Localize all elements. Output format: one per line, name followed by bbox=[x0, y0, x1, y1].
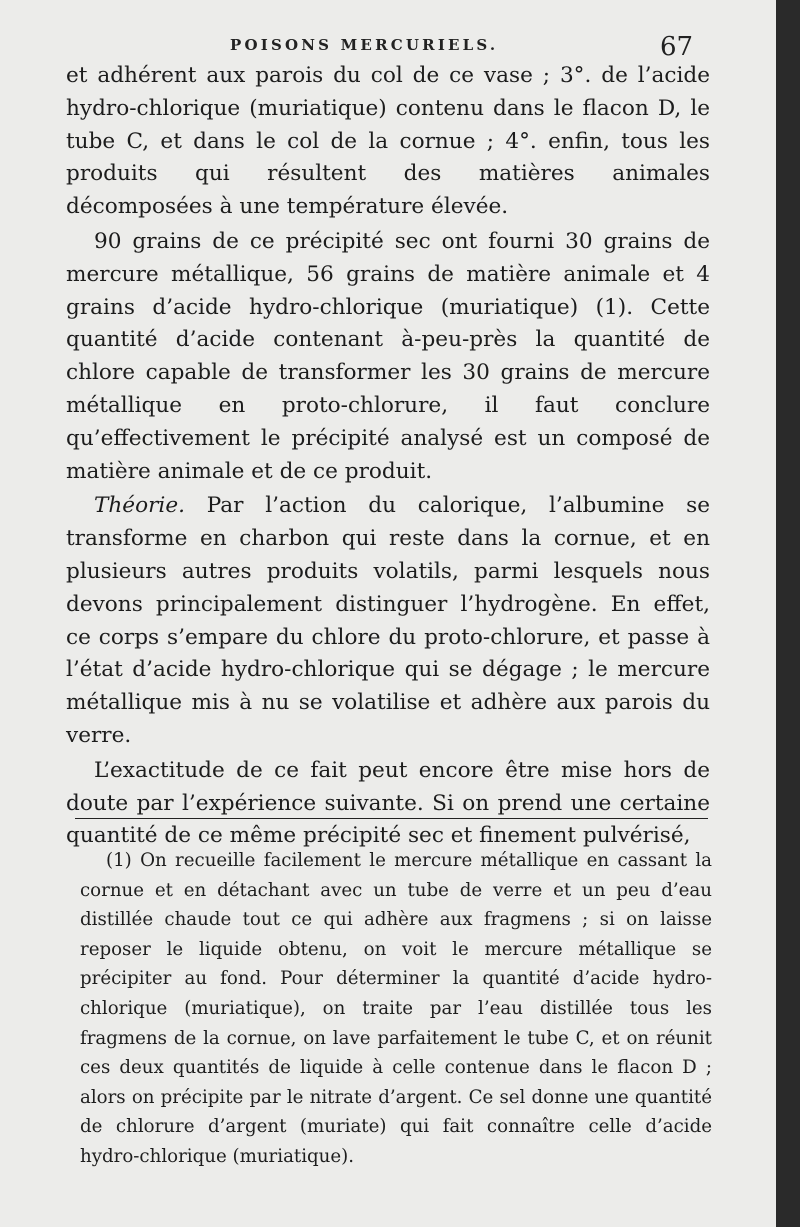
paragraph-precipitate: 90 grains de ce précipité sec ont fourni 30 grains de mercure métallique, 56 grains de matière animale et 4 grains d’acide hydro-chlorique (muriatique) (1). Cette quantité d’acide contenant à-peu-près la quantité de chlore capable de transformer les 30 grains de mercure métallique en proto-chlorure, il faut conclure qu’effectivement le précipité analysé est un composé de matière animale et de ce produit. bbox=[66, 228, 710, 484]
footnote-rule bbox=[75, 818, 708, 819]
paragraph-continuation: et adhérent aux parois du col de ce vase ; 3°. de l’acide hydro-chlorique (muriatique) contenu dans le flacon D, le tube C, et dans le col de la cornue ; 4°. enfin, tous les produits qui résultent des matières animales décomposées à une température élevée. bbox=[66, 63, 710, 220]
theorie-label: Théorie. bbox=[94, 493, 185, 519]
running-title: POISONS MERCURIELS. bbox=[230, 36, 499, 54]
theorie-text: Par l’action du calorique, l’albumine se transforme en charbon qui reste dans la cornue, et en plusieurs autres produits volatils, parmi lesquels nous devons principalement distinguer l’hydrogène. En effet, ce corps s’empare du chlore du proto-chlorure, et passe à l’état d’acide hydro-chlorique qui se dégage ; le mercure métallique mis à nu se volatilise et adhère aux parois du verre. bbox=[66, 493, 710, 748]
body-text bbox=[66, 60, 710, 855]
running-head bbox=[0, 32, 776, 62]
paragraph-exactitude: L’exactitude de ce fait peut encore être mise hors de doute par l’expérience suivante. Si on prend une certaine quantité de ce même précipité sec et finement pulvérisé, bbox=[66, 757, 710, 849]
page-number: 67 bbox=[660, 32, 694, 62]
paragraph-theorie bbox=[66, 490, 710, 752]
footnote: (1) On recueille facilement le mercure métallique en cassant la cornue et en détachant avec un tube de verre et un peu d’eau distillée chaude tout ce qui adhère aux fragmens ; si on laisse reposer le liquide obtenu, on voit le mercure métallique se précipiter au fond. Pour déterminer la quantité d’acide hydro-chlorique (muriatique), on traite par l’eau distillée tous les fragmens de la cornue, on lave parfaitement le tube C, et on réunit ces deux quantités de liquide à celle contenue dans le flacon D ; alors on précipite par le nitrate d’argent. Ce sel donne une quantité de chlorure d’argent (muriate) qui fait connaître celle d’acide hydro-chlorique (muriatique). bbox=[80, 850, 712, 1167]
